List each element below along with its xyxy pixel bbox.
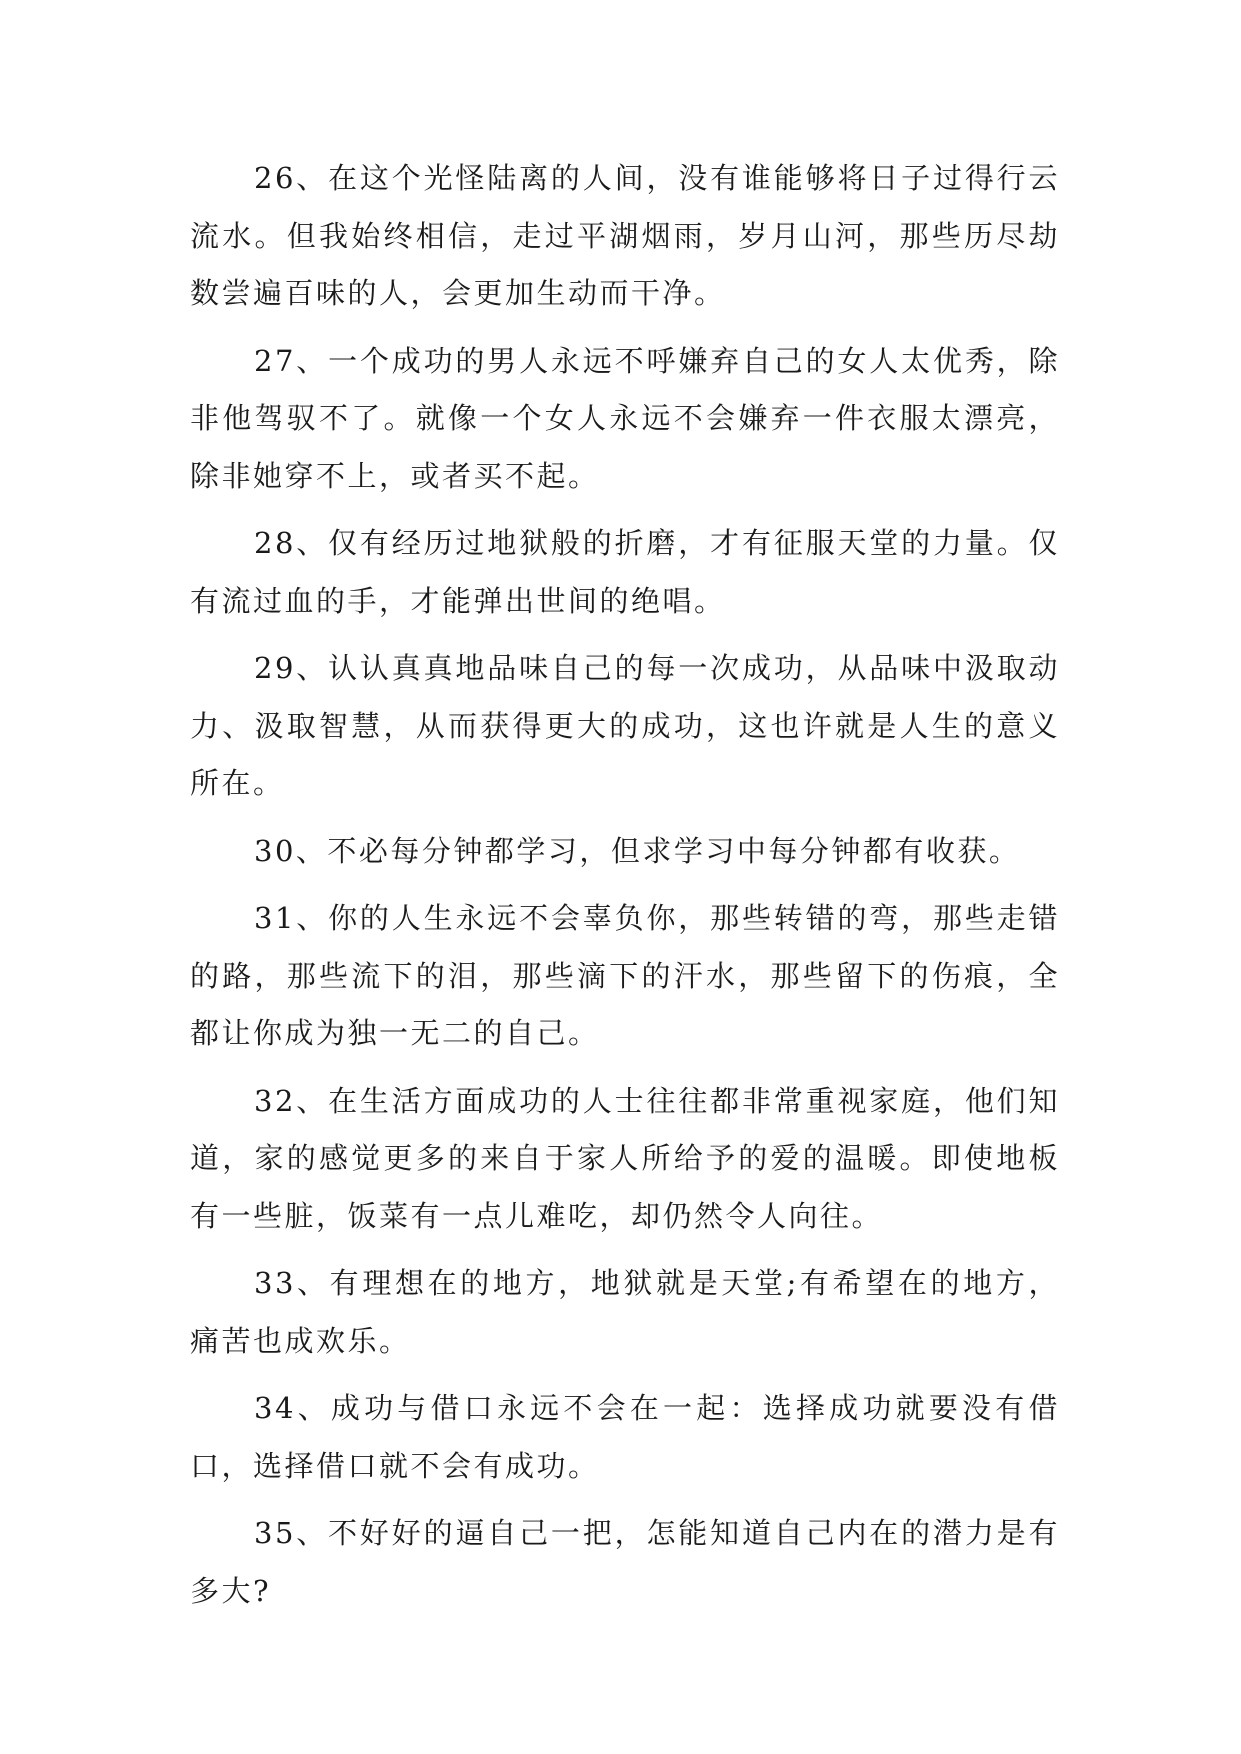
paragraph-27: 27、一个成功的男人永远不呼嫌弃自己的女人太优秀，除非他驾驭不了。就像一个女人永远不会嫌弃一件衣服太漂亮，除非她穿不上，或者买不起。 — [190, 343, 1060, 493]
paragraph-34: 34、成功与借口永远不会在一起：选择成功就要没有借口，选择借口就不会有成功。 — [190, 1391, 1060, 1483]
paragraph-30: 30、不必每分钟都学习，但求学习中每分钟都有收获。 — [254, 833, 1021, 868]
paragraph-32: 32、在生活方面成功的人士往往都非常重视家庭，他们知道，家的感觉更多的来自于家人所给予的爱的温暖。即使地板有一些脏，饭菜有一点儿难吃，却仍然令人向往。 — [190, 1083, 1060, 1233]
paragraph-33: 33、有理想在的地方，地狱就是天堂;有希望在的地方，痛苦也成欢乐。 — [190, 1266, 1060, 1358]
paragraph-28: 28、仅有经历过地狱般的折磨，才有征服天堂的力量。仅有流过血的手，才能弹出世间的绝唱。 — [190, 526, 1060, 618]
paragraph-31: 31、你的人生永远不会辜负你，那些转错的弯，那些走错的路，那些流下的泪，那些滴下的汗水，那些留下的伤痕，全都让你成为独一无二的自己。 — [190, 901, 1060, 1050]
paragraph-29: 29、认认真真地品味自己的每一次成功，从品味中汲取动力、汲取智慧，从而获得更大的成功，这也许就是人生的意义所在。 — [190, 651, 1060, 800]
paragraph-35: 35、不好好的逼自己一把，怎能知道自己内在的潜力是有多大? — [190, 1516, 1060, 1608]
paragraph-26: 26、在这个光怪陆离的人间，没有谁能够将日子过得行云流水。但我始终相信，走过平湖烟雨，岁月山河，那些历尽劫数尝遍百味的人，会更加生动而干净。 — [190, 161, 1060, 310]
document-page — [190, 150, 1060, 1630]
